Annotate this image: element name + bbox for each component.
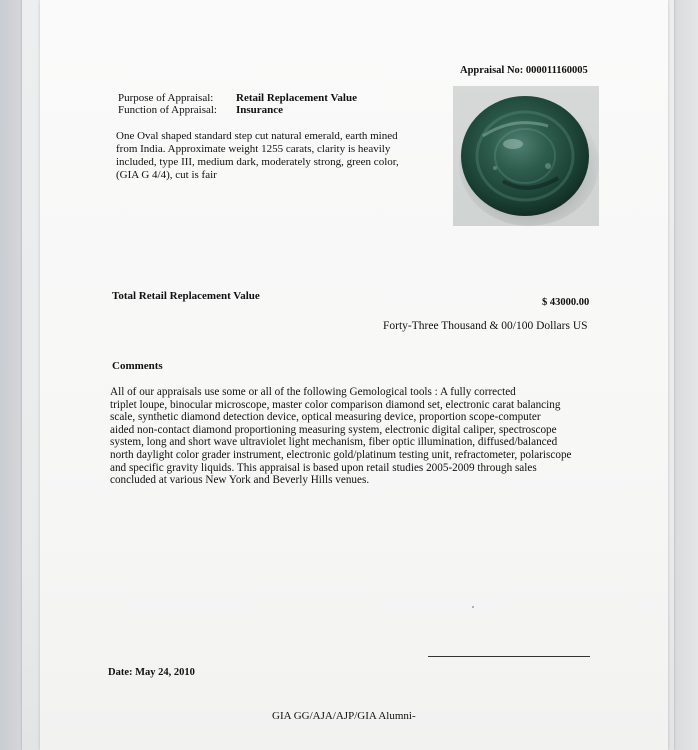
comments-line: north daylight color grader instrument, electronic gold/platinum testing unit, refractometer, polariscope [110, 448, 572, 461]
comments-line: triplet loupe, binocular microscope, master color comparison diamond set, electronic carat balancing [110, 398, 561, 411]
comments-line: scale, synthetic diamond detection device, optical measuring device, proportion scope-computer [110, 411, 541, 424]
item-description [116, 130, 436, 182]
description-line: included, type III, medium dark, moderately strong, green color, [116, 156, 399, 168]
comments-line: aided non-contact diamond proportioning measuring system, electronic digital caliper, spectroscope [110, 423, 557, 436]
emerald-gem-image [453, 86, 599, 226]
appraiser-credentials: GIA GG/AJA/AJP/GIA Alumni- [272, 710, 416, 722]
appraisal-document [40, 0, 668, 750]
total-value: $ 43000.00 [542, 297, 590, 308]
comments-line: system, long and short wave ultraviolet light mechanism, fiber optic illumination, diffused/balanced [110, 436, 558, 449]
comments-heading: Comments [112, 360, 163, 372]
appraisal-date: Date: May 24, 2010 [108, 667, 195, 678]
purpose-label: Purpose of Appraisal: [118, 92, 214, 104]
total-in-words: Forty-Three Thousand & 00/100 Dollars US [383, 320, 588, 332]
comments-line: All of our appraisals use some or all of the following Gemological tools : A fully corrected [110, 386, 516, 398]
comments-text [110, 386, 630, 487]
emerald-photo [453, 86, 599, 226]
comments-line: and specific gravity liquids. This appraisal is based upon retail studies 2005-2009 through sales [110, 461, 537, 474]
purpose-value: Retail Replacement Value [236, 92, 357, 104]
appraisal-number: Appraisal No: 000011160005 [460, 65, 588, 76]
signature-line [428, 656, 590, 657]
function-value: Insurance [236, 104, 284, 116]
paper-speck [472, 606, 474, 608]
description-line: One Oval shaped standard step cut natural emerald, earth mined [116, 130, 398, 142]
function-label: Function of Appraisal: [118, 104, 217, 116]
description-line: (GIA G 4/4), cut is fair [116, 169, 217, 181]
total-label: Total Retail Replacement Value [112, 290, 260, 302]
description-line: from India. Approximate weight 1255 carats, clarity is heavily [116, 143, 391, 155]
comments-line: concluded at various New York and Beverly Hills venues. [110, 474, 370, 487]
